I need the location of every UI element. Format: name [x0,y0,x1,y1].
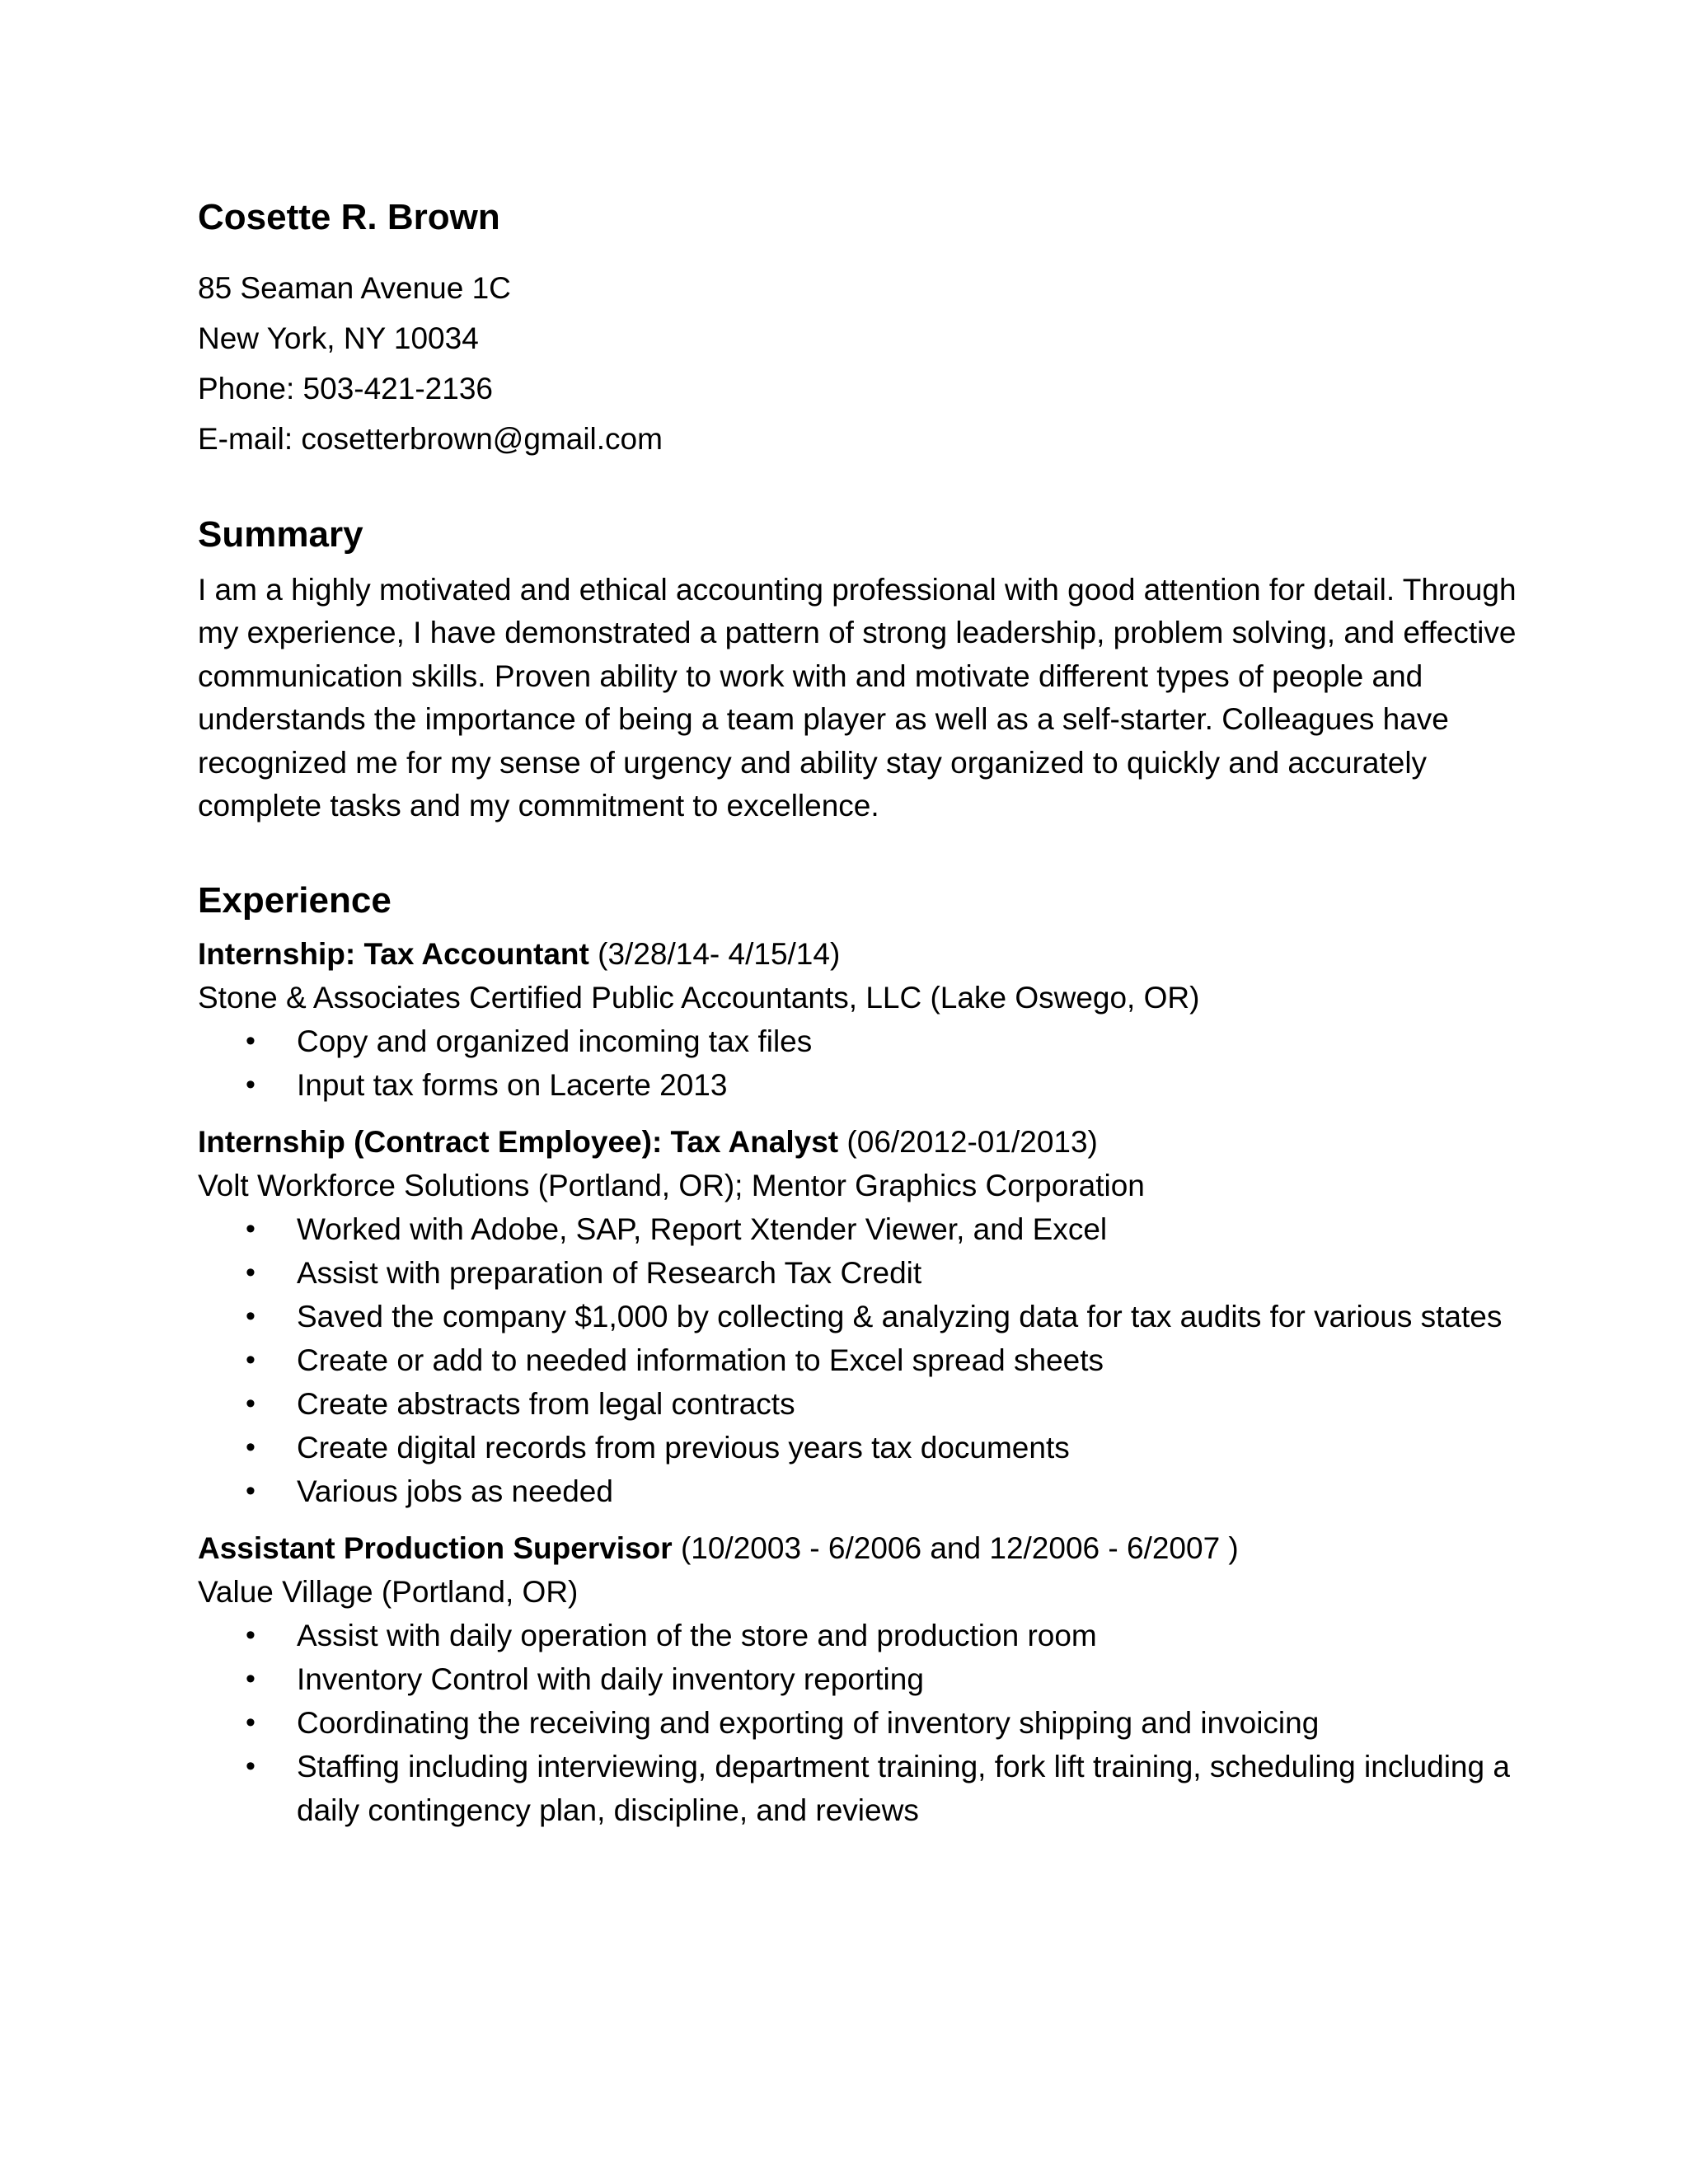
duty-text: Worked with Adobe, SAP, Report Xtender Viewer, and Excel [297,1212,1108,1247]
list-item [246,1019,1523,1063]
list-item [246,1701,1523,1745]
bullet-icon: • [246,1750,256,1783]
summary-section [198,513,1523,828]
list-item [246,1382,1523,1426]
list-item [246,1251,1523,1295]
phone-line: Phone: 503-421-2136 [198,371,493,405]
job-title: Assistant Production Supervisor [198,1531,673,1566]
bullet-icon: • [246,1663,256,1695]
bullet-icon: • [246,1432,256,1464]
job-dates: (10/2003 - 6/2006 and 12/2006 - 6/2007 ) [672,1531,1239,1566]
summary-heading: Summary [198,513,363,555]
job-company: Volt Workforce Solutions (Portland, OR); Mentor Graphics Corporation [198,1169,1145,1203]
job-duties-list [198,1019,1523,1107]
list-item [246,1657,1523,1701]
list-item [246,1745,1523,1832]
job-dates: (3/28/14- 4/15/14) [588,937,841,972]
job-duties-list [198,1207,1523,1513]
list-item [246,1426,1523,1469]
bullet-icon: • [246,1475,256,1507]
email-line: E-mail: cosetterbrown@gmail.com [198,421,663,456]
duty-text: Create digital records from previous years tax documents [297,1431,1070,1465]
bullet-icon: • [246,1213,256,1245]
address-line-2: New York, NY 10034 [198,321,479,355]
duty-text: Assist with daily operation of the store and production room [297,1619,1097,1653]
duty-text: Saved the company $1,000 by collecting & analyzing data for tax audits for various states [297,1300,1503,1334]
bullet-icon: • [246,1025,256,1057]
job-title-line [198,932,1523,976]
bullet-icon: • [246,1069,256,1101]
bullet-icon: • [246,1388,256,1420]
duty-text: Create or add to needed information to Excel spread sheets [297,1343,1104,1378]
list-item [246,1338,1523,1382]
list-item [246,1207,1523,1251]
job-title-line [198,1526,1523,1570]
list-item [246,1614,1523,1657]
bullet-icon: • [246,1707,256,1739]
contact-block [198,196,1523,464]
duty-text: Assist with preparation of Research Tax Credit [297,1256,922,1291]
bullet-icon: • [246,1344,256,1376]
duty-text: Copy and organized incoming tax files [297,1024,813,1059]
job-entry-3 [198,1526,1523,1832]
summary-text: I am a highly motivated and ethical accounting professional with good attention for detail. Through my experience, I have demonstrated a pattern of strong leadership, problem solving, and effective communication skills. Proven ability to work with and motivate different types of people and understands the importance of being a team player as well as a self-starter. Colleagues have recognized me for my sense of urgency and ability stay organized to quickly and accurately complete tasks and my commitment to excellence. [198,572,1517,823]
experience-heading: Experience [198,879,392,921]
job-duties-list [198,1614,1523,1832]
duty-text: Coordinating the receiving and exporting of inventory shipping and invoicing [297,1706,1320,1741]
job-title: Internship: Tax Accountant [198,937,589,972]
duty-text: Create abstracts from legal contracts [297,1387,795,1422]
list-item [246,1295,1523,1338]
job-title: Internship (Contract Employee): Tax Analyst [198,1125,839,1160]
duty-text: Inventory Control with daily inventory reporting [297,1662,924,1697]
job-entry-1 [198,932,1523,1107]
candidate-name: Cosette R. Brown [198,197,500,237]
job-company: Value Village (Portland, OR) [198,1575,579,1610]
list-item [246,1469,1523,1513]
bullet-icon: • [246,1257,256,1289]
experience-section [198,879,1523,1833]
job-entry-2 [198,1120,1523,1513]
bullet-icon: • [246,1301,256,1333]
duty-text: Staffing including interviewing, department training, fork lift training, scheduling including a daily contingency plan, discipline, and reviews [297,1750,1510,1828]
job-dates: (06/2012-01/2013) [838,1125,1098,1160]
job-title-line [198,1120,1523,1164]
address-line-1: 85 Seaman Avenue 1C [198,270,511,305]
duty-text: Various jobs as needed [297,1474,613,1509]
job-company: Stone & Associates Certified Public Accountants, LLC (Lake Oswego, OR) [198,981,1200,1015]
bullet-icon: • [246,1619,256,1652]
duty-text: Input tax forms on Lacerte 2013 [297,1068,728,1103]
list-item [246,1063,1523,1107]
